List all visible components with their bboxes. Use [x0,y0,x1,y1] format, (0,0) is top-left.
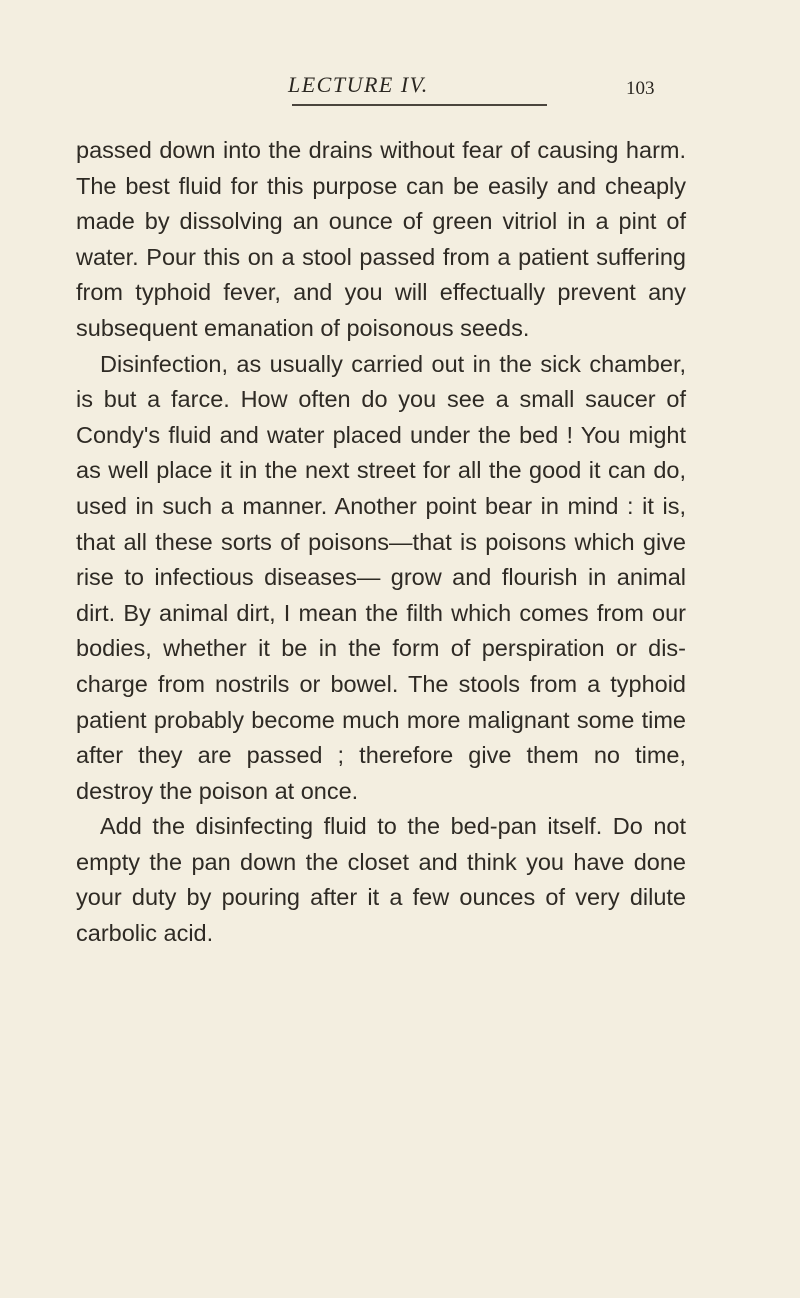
paragraph-1: passed down into the drains without fear of causing harm. The best fluid for this purpose can be easily and cheaply made by dissolving an ounce of green vitriol in a pint of water. Pour this on a stool passed from a patient suffering from typhoid fever, and you will effectually prevent any subsequent emanation of poisonous seeds. [76,137,686,341]
page-header [76,0,686,133]
running-head: LECTURE IV. [288,72,429,97]
page-number: 103 [626,78,655,99]
body-text [76,133,686,952]
paragraph-2: Disinfection, as usually carried out in the sick chamber, is but a farce. How often do you see a small saucer of Condy's fluid and water placed under the bed ! You might as well place it in the next street for all the good it can do, used in such a manner. Another point bear in mind : it is, that all these sorts of poisons—that is poisons which give rise to infectious diseases— grow and flourish in animal dirt. By animal dirt, I mean the filth which comes from our bodies, whether it be in the form of perspiration or dis- charge from nostrils or bowel. The stools from a typhoid patient probably become much more malignant some time after they are passed ; therefore give them no time, destroy the poison at once. [76,350,686,804]
header-rule [292,104,547,106]
paragraph-3: Add the disinfecting fluid to the bed-pan itself. Do not empty the pan down the closet and think you have done your duty by pouring after it a few ounces of very dilute carbolic acid. [76,813,686,947]
